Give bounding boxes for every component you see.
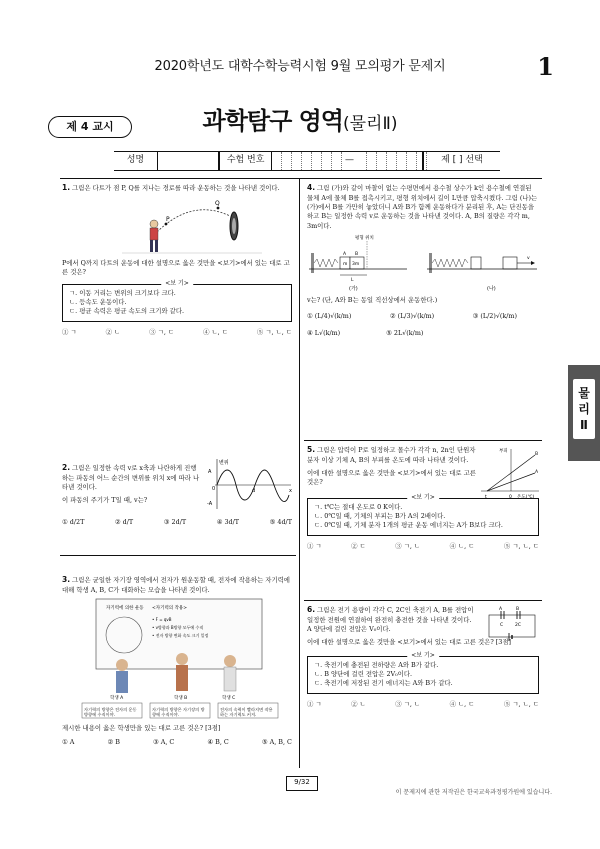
q2-graph-xlabel: x: [289, 488, 292, 494]
q3-option-2[interactable]: ② B: [107, 737, 120, 746]
q6-option-3[interactable]: ③ ㄱ, ㄴ: [395, 699, 421, 708]
q5-graph-t: t: [485, 495, 487, 500]
q2-option-4[interactable]: ④ 3d/T: [216, 517, 240, 526]
q5-options: [307, 542, 539, 551]
question-2: [62, 460, 292, 527]
q4-caption-a: (가): [349, 286, 358, 292]
q3-bubble-b: 자기력의 방향은 자기장의 방향에 수직이야.: [152, 707, 205, 718]
q5-text: 그림은 압력이 P로 일정하고 몰수가 각각 n, 2n인 단원자 분자 이상 기체 A, B의 부피를 온도에 따라 나타낸 것이다.: [307, 446, 476, 464]
q1-item-1: ㄱ. 이동 거리는 변위의 크기보다 크다.: [69, 288, 176, 297]
q2-graph: [207, 457, 295, 513]
q4-fig-m: m: [343, 262, 348, 267]
q3-board-title: 자기력에 의한 운동: [106, 606, 144, 612]
q2-question: 이 파동의 주기가 T일 때, v는?: [62, 496, 148, 505]
q4-options-row1: [307, 312, 517, 321]
q4-figure: [307, 231, 539, 293]
q1-number: 1.: [62, 183, 71, 192]
q3-number: 3.: [62, 575, 71, 584]
question-4: [307, 183, 539, 338]
q3-bubble-a: 자기력의 방향은 전자의 운동 방향에 수직이야.: [84, 707, 137, 718]
page-number: 1: [537, 52, 554, 81]
q6-option-2[interactable]: ② ㄴ: [351, 699, 366, 708]
side-tab-line-3: Ⅱ: [580, 418, 588, 432]
q5-graph-xlabel: 온도(℃): [517, 495, 535, 500]
q6-item-1: ㄱ. 축전기에 충전된 전하량은 A와 B가 같다.: [314, 660, 439, 669]
q3-question: 제시한 내용이 옳은 학생만을 있는 대로 고른 것은? [3점]: [62, 724, 221, 733]
id-label: 수험 번호: [219, 152, 272, 170]
q1-option-1[interactable]: ① ㄱ: [62, 327, 77, 336]
q4-fig-eq: 평형 위치: [355, 236, 374, 241]
q5-item-1: ㄱ. t℃는 절대 온도로 0 K이다.: [314, 502, 403, 511]
copyright-notice: 이 문제지에 관한 저작권은 한국교육과정평가원에 있습니다.: [395, 789, 552, 796]
q3-board-item-3: • 전자 방향 변화 속도 크기 일정: [152, 633, 209, 639]
q6-fig-a: A: [499, 607, 503, 612]
q6-options: [307, 700, 539, 709]
q5-option-2[interactable]: ② ㄷ: [351, 541, 366, 550]
q4-caption-b: (나): [487, 286, 496, 292]
q2-text: 그림은 일정한 속력 v로 x축과 나란하게 진행하는 파동의 어느 순간의 변위를 위치 x에 따라 나타낸 것이다.: [62, 464, 200, 492]
q1-label-p: P: [166, 215, 170, 223]
q6-option-1[interactable]: ① ㄱ: [307, 699, 322, 708]
name-label: 성명: [114, 152, 158, 170]
q4-question: v는? (단, A와 B는 동일 직선상에서 운동한다.): [307, 296, 438, 305]
q5-graph-b: B: [535, 452, 539, 457]
q5-option-5[interactable]: ⑤ ㄱ, ㄴ, ㄷ: [503, 541, 539, 550]
q6-fig-b: B: [516, 607, 520, 612]
q3-figure: [62, 595, 292, 719]
q3-option-5[interactable]: ⑤ A, B, C: [261, 737, 292, 746]
question-3: [62, 575, 292, 747]
q1-option-4[interactable]: ④ ㄴ, ㄷ: [203, 327, 228, 336]
q4-divider: [304, 440, 542, 441]
q4-number: 4.: [307, 183, 316, 192]
q3-board-item-2: • v방향과 B방향 모두에 수직: [152, 625, 204, 631]
q3-bubble-c: 전자의 속력이 빨라지면 작용하는 자기력도 커져.: [220, 707, 273, 718]
q5-option-3[interactable]: ③ ㄱ, ㄴ: [395, 541, 421, 550]
q6-fig-2c: 2C: [515, 623, 522, 628]
q3-option-1[interactable]: ① A: [62, 737, 75, 746]
q3-student-b: 학생 B: [174, 696, 188, 702]
question-5: [307, 445, 539, 551]
q1-option-3[interactable]: ③ ㄱ, ㄷ: [149, 327, 175, 336]
question-6: [307, 605, 539, 709]
q1-label-q: Q: [215, 199, 220, 207]
q5-item-3: ㄷ. 0℃일 때, 기체 분자 1개의 평균 운동 에너지는 A가 B보다 크다.: [314, 521, 503, 530]
q6-figure: [485, 605, 539, 641]
q5-divider: [304, 600, 542, 601]
subject-title: [0, 104, 600, 139]
top-rule: [60, 178, 542, 179]
q2-number: 2.: [62, 463, 71, 472]
q2-option-2[interactable]: ② d/T: [114, 517, 134, 526]
q6-option-5[interactable]: ⑤ ㄱ, ㄴ, ㄷ: [503, 699, 539, 708]
q2-option-3[interactable]: ③ 2d/T: [163, 517, 187, 526]
q6-item-2: ㄴ. B 양단에 걸린 전압은 2V₀이다.: [314, 670, 413, 678]
q1-option-2[interactable]: ② ㄴ: [105, 327, 121, 336]
q6-bogi-box: [307, 651, 539, 694]
column-separator: [299, 178, 300, 768]
side-tab-line-1: 물: [578, 386, 590, 400]
q4-fig-l: L: [351, 278, 354, 283]
q3-text: 그림은 균일한 자기장 영역에서 전자가 원운동할 때, 전자에 작용하는 자기력에 대해 학생 A, B, C가 대화하는 모습을 나타낸 것이다.: [62, 576, 290, 594]
q4-fig-a: A: [343, 252, 347, 257]
q4-option-1[interactable]: ① (L/4)√(k/m): [307, 311, 352, 320]
q1-item-3: ㄷ. 평균 속력은 평균 속도의 크기와 같다.: [69, 307, 185, 316]
q4-fig-3m: 3m: [352, 262, 360, 267]
q3-options: [62, 738, 292, 747]
subject-side-tab: [568, 365, 600, 461]
q5-item-2: ㄴ. 0℃일 때, 기체의 부피는 B가 A의 2배이다.: [314, 512, 446, 520]
q6-fig-c: C: [500, 623, 504, 628]
q1-bogi-box: [62, 279, 292, 322]
q4-options-row2: [307, 329, 539, 338]
q1-figure: [62, 194, 292, 256]
q5-option-1[interactable]: ① ㄱ: [307, 541, 322, 550]
q2-graph-origin: 0: [212, 486, 216, 492]
q4-option-2[interactable]: ② (L/3)√(k/m): [389, 311, 435, 320]
q2-option-5[interactable]: ⑤ 4d/T: [269, 517, 292, 526]
exam-title: 2020학년도 대학수학능력시험 9월 모의평가 문제지: [154, 59, 446, 74]
side-tab-line-2: 리: [578, 402, 590, 416]
footer-page-indicator: 9/32: [286, 776, 318, 791]
q4-text: 그림 (가)와 같이 마찰이 없는 수평면에서 용수철 상수가 k인 용수철에 연결된 물체 A에 물체 B를 접촉시키고, 평형 위치에서 길이 L만큼 압축시켰다. 그림 (나)는 (가)에서 B를 가만히 놓았더니 A와 B가 함께 운동하다가 분리된 후, A는 단진동을 하고 B는 일정한 속력 v로 운동하는 것을 나타낸 것이다. A, B의 질량은 각각 m, 3m이다.: [307, 184, 538, 230]
q3-board-force: <자기력의 작용>: [152, 606, 188, 612]
q2-options: [62, 518, 292, 527]
choice-label: 제 [ ] 선택: [423, 152, 500, 170]
q2-graph-na: -A: [207, 501, 213, 507]
subject-main: 과학탐구 영역: [202, 107, 343, 135]
q2-graph-ylabel: 변위: [219, 460, 229, 466]
q5-graph-ylabel: 부피: [499, 449, 508, 454]
q4-option-3[interactable]: ③ (L/2)√(k/m): [472, 311, 517, 320]
q6-bogi-label: <보 기>: [407, 652, 439, 661]
q1-options: [62, 328, 292, 337]
q5-question: 이에 대한 설명으로 옳은 것만을 <보기>에서 있는 대로 고른 것은?: [307, 469, 476, 487]
q5-number: 5.: [307, 445, 316, 454]
q4-fig-v: v: [527, 256, 530, 261]
q5-graph: [477, 445, 541, 501]
q4-option-4[interactable]: ④ L√(k/m): [307, 328, 341, 337]
q1-item-2: ㄴ. 등속도 운동이다.: [69, 298, 127, 306]
subject-sub: (물리Ⅱ): [342, 114, 398, 134]
q5-graph-origin: 0: [509, 495, 512, 500]
q1-option-5[interactable]: ⑤ ㄱ, ㄴ, ㄷ: [256, 327, 292, 336]
q2-option-1[interactable]: ① d/2T: [62, 517, 85, 526]
name-field[interactable]: [158, 152, 219, 170]
q3-student-c: 학생 C: [222, 696, 236, 702]
id-field[interactable]: [272, 152, 423, 170]
q6-text: 그림은 전기 용량이 각각 C, 2C인 축전기 A, B를 전압이 일정한 전원에 연결하여 완전히 충전한 것을 나타낸 것이다. A 양단에 걸린 전압은 V₀이다.: [307, 606, 474, 634]
q3-student-a: 학생 A: [110, 696, 124, 702]
q3-option-3[interactable]: ③ A, C: [152, 737, 175, 746]
q6-number: 6.: [307, 605, 316, 614]
period-badge: 제 4 교시: [48, 116, 132, 138]
q3-board-item-1: • F = qvB: [152, 617, 172, 623]
q1-bogi-label: <보 기>: [161, 280, 193, 289]
q2-graph-d: d: [252, 488, 256, 494]
info-bar: [114, 151, 500, 171]
q2-divider: [60, 555, 296, 556]
q1-text: 그림은 다트가 점 P, Q를 지나는 경로를 따라 운동하는 것을 나타낸 것이다.: [72, 184, 280, 192]
q6-item-3: ㄷ. 축전기에 저장된 전기 에너지는 A와 B가 같다.: [314, 679, 453, 688]
q4-fig-b: B: [355, 252, 359, 257]
q5-option-4[interactable]: ④ ㄴ, ㄷ: [449, 541, 475, 550]
q5-graph-a: A: [535, 470, 539, 475]
q2-graph-a: A: [208, 469, 212, 475]
q6-question: 이에 대한 설명으로 옳은 것만을 <보기>에서 있는 대로 고른 것은? [3점]: [307, 638, 512, 647]
q1-question: P에서 Q까지 다트의 운동에 대한 설명으로 옳은 것만을 <보기>에서 있는 대로 고른 것은?: [62, 259, 290, 277]
q6-option-4[interactable]: ④ ㄴ, ㄷ: [449, 699, 475, 708]
id-dash: —: [344, 155, 354, 166]
q4-option-5[interactable]: ⑤ 2L√(k/m): [386, 328, 424, 337]
q3-option-4[interactable]: ④ B, C: [207, 737, 229, 746]
q5-bogi-label: <보 기>: [407, 494, 439, 503]
question-1: [62, 183, 292, 337]
